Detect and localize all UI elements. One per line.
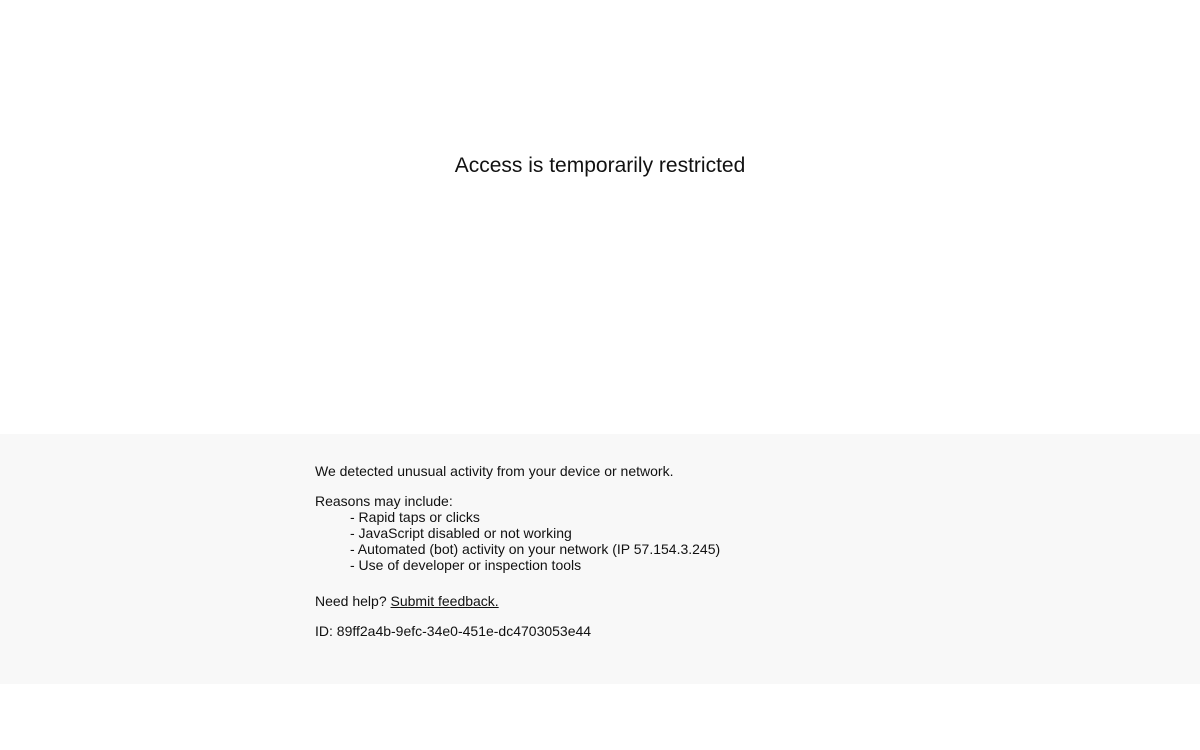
reasons-heading: Reasons may include: — [315, 493, 453, 509]
reason-item-javascript: - JavaScript disabled or not working — [350, 525, 572, 541]
help-prefix: Need help? — [315, 593, 387, 609]
submit-feedback-link[interactable]: Submit feedback. — [390, 593, 499, 609]
reason-item-rapid-taps: - Rapid taps or clicks — [350, 509, 480, 525]
reasons-list — [315, 509, 915, 573]
activity-message: We detected unusual activity from your device or network. — [315, 463, 674, 479]
help-line — [315, 593, 915, 609]
details-content — [315, 463, 915, 639]
reason-item-bot-activity: - Automated (bot) activity on your network (IP 57.154.3.245) — [350, 541, 721, 557]
page-title: Access is temporarily restricted — [454, 154, 746, 177]
details-panel — [0, 434, 1200, 684]
request-id: ID: 89ff2a4b-9efc-34e0-451e-dc4703053e44 — [315, 623, 592, 639]
reason-item-dev-tools: - Use of developer or inspection tools — [350, 557, 582, 573]
